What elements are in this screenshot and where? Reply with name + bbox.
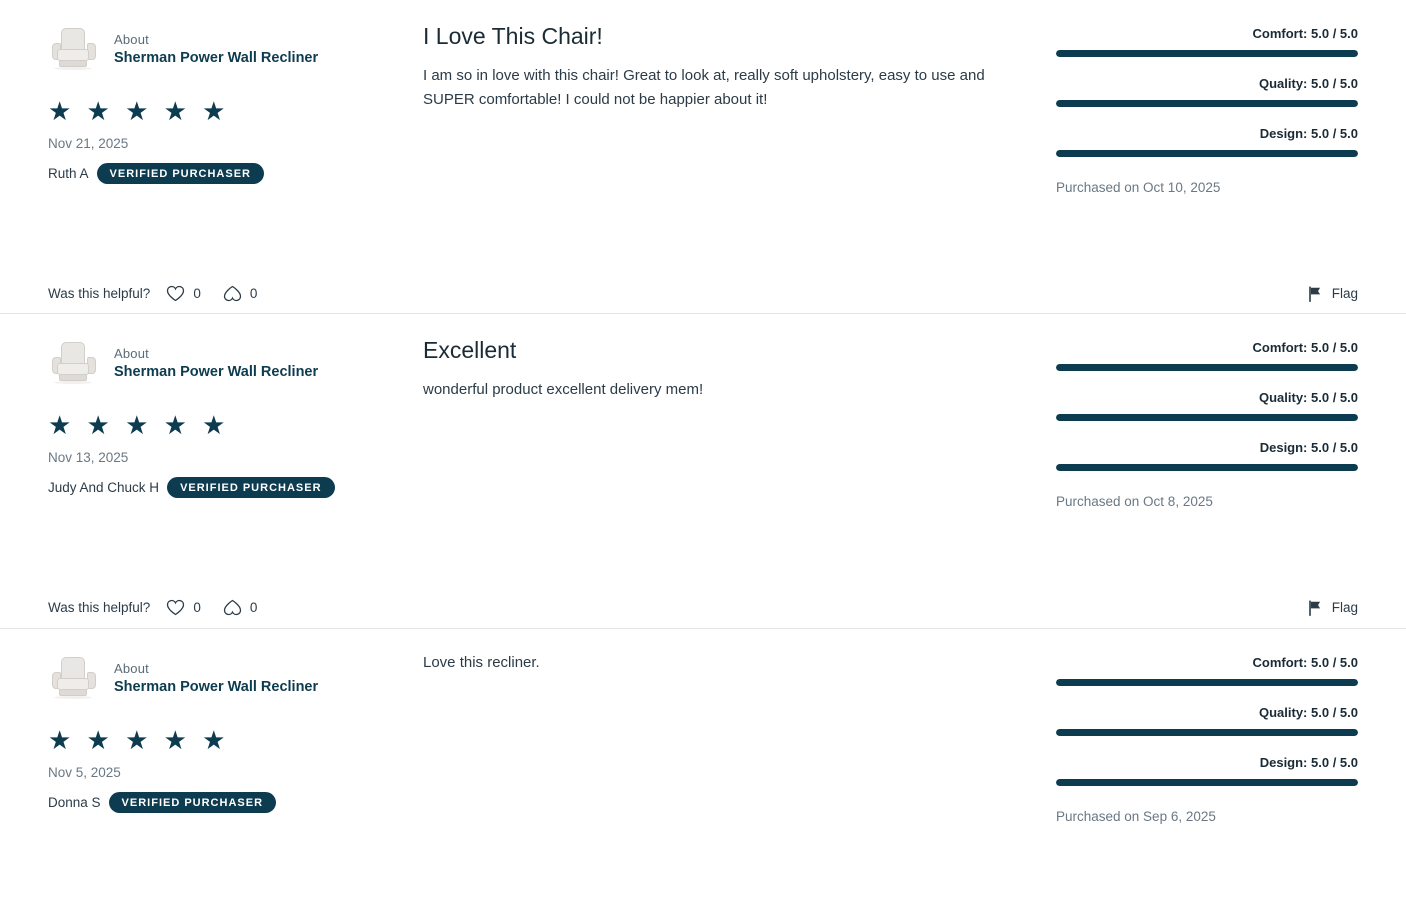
metric-comfort-value: 5.0 / 5.0 [1311,655,1358,670]
metric-comfort-bar [1056,364,1358,371]
metric-comfort-label: Comfort: [1252,655,1308,670]
review-body: I am so in love with this chair! Great to look at, really soft upholstery, easy to use and SUPER comfortable! I could not be happier about it! [423,67,985,108]
star-rating: ★ ★ ★ ★ ★ [48,410,230,440]
review-content-column [378,0,1056,112]
recliner-chair-icon [52,657,96,699]
metric-design-label: Design: [1259,440,1308,455]
review-content-column [378,629,1056,675]
metric-design-value: 5.0 / 5.0 [1311,440,1358,455]
purchase-date: Purchased on Sep 6, 2025 [1056,809,1216,824]
review-footer [0,285,1406,302]
product-name[interactable]: Sherman Power Wall Recliner [114,49,319,66]
metric-quality-bar [1056,100,1358,107]
review-ratings-column [1056,0,1358,195]
metric-quality-label: Quality: [1258,76,1308,91]
review-body: Love this recliner. [423,654,540,671]
metric-design-bar [1056,779,1358,786]
metric-quality [1056,76,1358,107]
metric-design [1056,755,1358,786]
verified-purchaser-badge: VERIFIED PURCHASER [167,477,334,498]
purchase-date: Purchased on Oct 8, 2025 [1056,494,1213,509]
review-date: Nov 13, 2025 [48,450,129,465]
metric-quality-bar [1056,414,1358,421]
broken-heart-icon [223,285,242,302]
purchase-date: Purchased on Oct 10, 2025 [1056,180,1221,195]
recliner-chair-icon [52,342,96,384]
metric-quality-bar [1056,729,1358,736]
metric-comfort [1056,340,1358,371]
review-title: I Love This Chair! [423,23,603,49]
star-rating: ★ ★ ★ ★ ★ [48,725,230,755]
review-footer [0,599,1406,616]
metric-quality-label: Quality: [1258,390,1308,405]
metric-quality [1056,390,1358,421]
verified-purchaser-badge: VERIFIED PURCHASER [97,163,264,184]
like-count: 0 [193,286,201,301]
about-label: About [114,345,149,361]
review-ratings-column [1056,314,1358,509]
metric-comfort [1056,26,1358,57]
metric-design-bar [1056,150,1358,157]
product-name[interactable]: Sherman Power Wall Recliner [114,363,319,380]
dislike-count: 0 [249,600,258,615]
flag-label: Flag [1331,286,1358,301]
review-card [0,629,1406,899]
about-label: About [114,31,149,47]
metric-quality-label: Quality: [1258,705,1308,720]
review-meta-column [48,0,378,184]
helpful-question: Was this helpful? [48,600,151,615]
review-title: Excellent [423,337,517,363]
metric-comfort-value: 5.0 / 5.0 [1311,340,1358,355]
broken-heart-icon [223,599,242,616]
product-link[interactable] [48,655,378,701]
product-link[interactable] [48,340,378,386]
heart-icon [166,285,185,302]
metric-design-label: Design: [1259,126,1308,141]
product-link[interactable] [48,26,378,72]
helpful-question: Was this helpful? [48,286,151,301]
metric-comfort-value: 5.0 / 5.0 [1311,26,1358,41]
product-thumbnail[interactable] [48,340,100,386]
product-thumbnail[interactable] [48,26,100,72]
about-label: About [114,660,149,676]
metric-design-label: Design: [1259,755,1308,770]
heart-icon [166,599,185,616]
recliner-chair-icon [52,28,96,70]
flag-icon [1308,286,1322,302]
review-card [0,314,1406,629]
metric-design [1056,126,1358,157]
metric-quality-value: 5.0 / 5.0 [1311,390,1358,405]
review-body: wonderful product excellent delivery mem! [423,381,704,398]
product-thumbnail[interactable] [48,655,100,701]
product-name[interactable]: Sherman Power Wall Recliner [114,678,319,695]
metric-comfort-label: Comfort: [1252,26,1308,41]
like-count: 0 [193,600,201,615]
review-author: Ruth A [48,166,89,181]
review-content-column [378,314,1056,402]
verified-purchaser-badge: VERIFIED PURCHASER [109,792,276,813]
metric-comfort-bar [1056,50,1358,57]
helpful-dislike-button[interactable] [223,285,258,302]
review-ratings-column [1056,629,1358,824]
review-date: Nov 21, 2025 [48,136,129,151]
metric-design-value: 5.0 / 5.0 [1311,755,1358,770]
review-card [0,0,1406,314]
review-author: Judy And Chuck H [48,480,160,495]
star-rating: ★ ★ ★ ★ ★ [48,96,230,126]
flag-label: Flag [1331,600,1358,615]
review-meta-column [48,314,378,498]
review-author: Donna S [48,795,101,810]
metric-comfort [1056,655,1358,686]
metric-design [1056,440,1358,471]
metric-design-value: 5.0 / 5.0 [1311,126,1358,141]
flag-button[interactable] [1308,600,1358,616]
metric-design-bar [1056,464,1358,471]
metric-quality-value: 5.0 / 5.0 [1311,76,1358,91]
helpful-like-button[interactable] [166,599,201,616]
flag-icon [1308,600,1322,616]
metric-comfort-label: Comfort: [1252,340,1308,355]
metric-quality-value: 5.0 / 5.0 [1311,705,1358,720]
helpful-like-button[interactable] [166,285,201,302]
helpful-dislike-button[interactable] [223,599,258,616]
metric-comfort-bar [1056,679,1358,686]
flag-button[interactable] [1308,286,1358,302]
review-date: Nov 5, 2025 [48,765,121,780]
metric-quality [1056,705,1358,736]
review-meta-column [48,629,378,813]
dislike-count: 0 [249,286,258,301]
